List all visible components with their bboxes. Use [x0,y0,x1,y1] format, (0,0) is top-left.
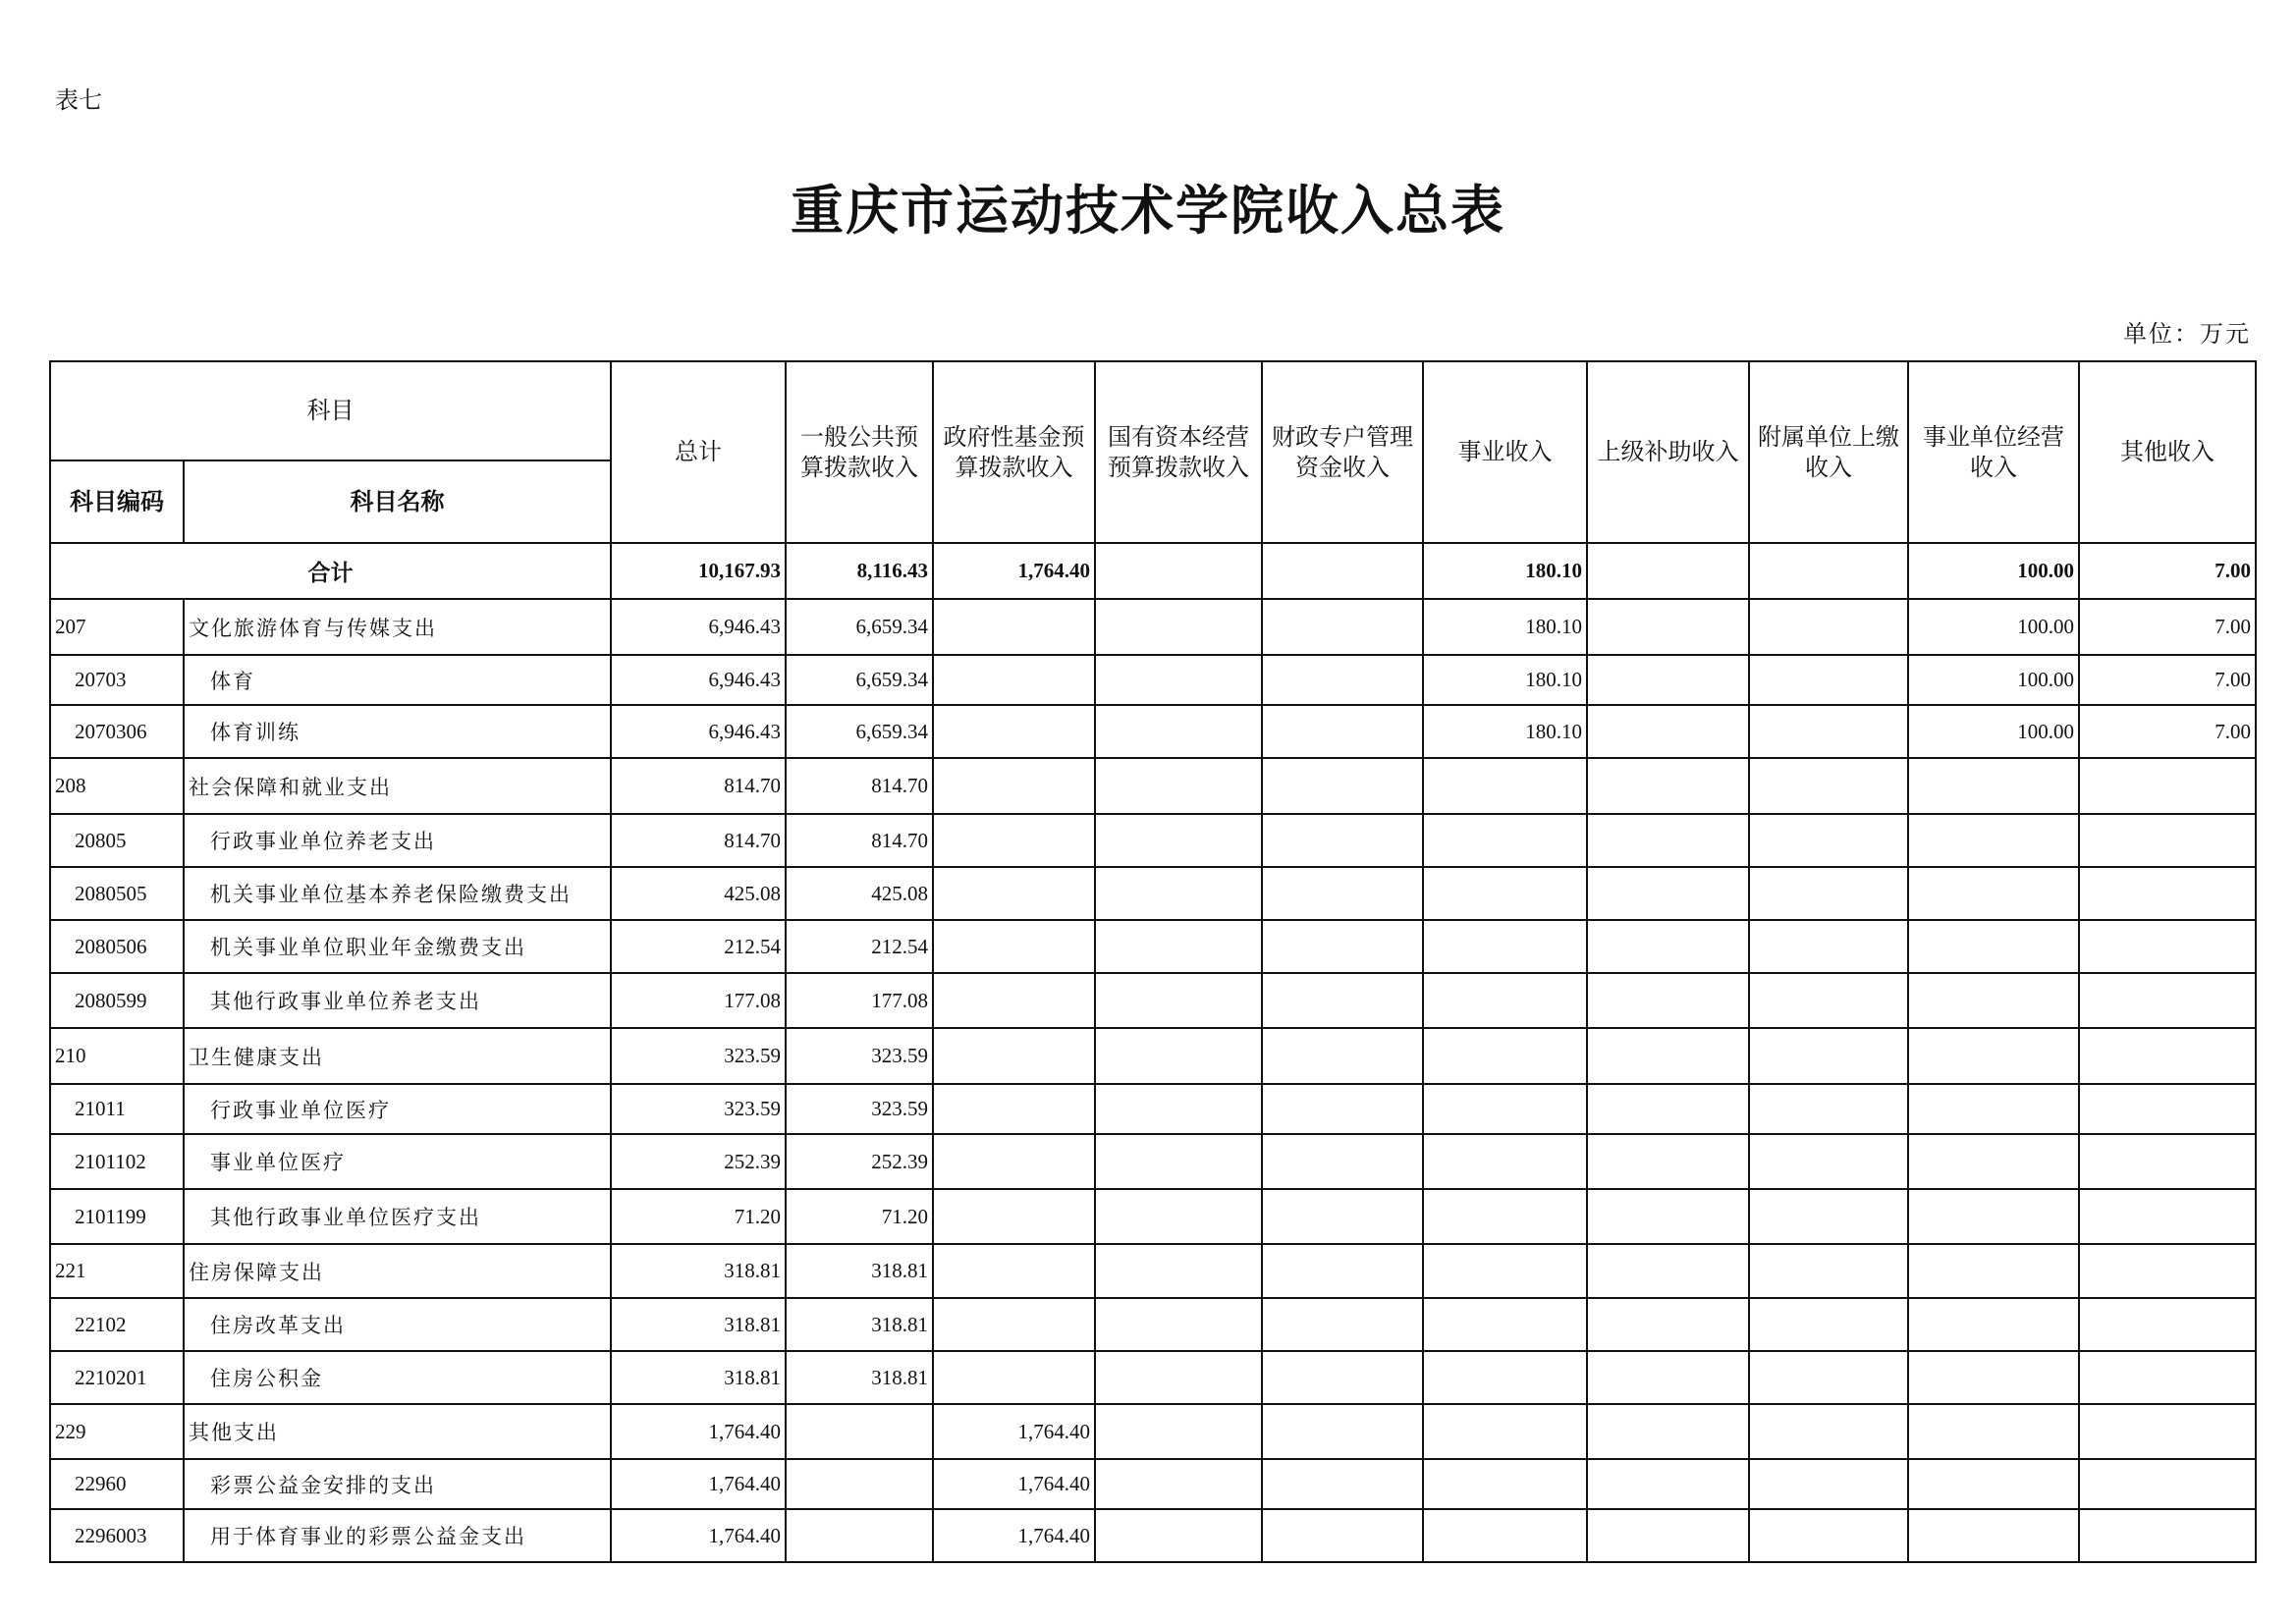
value-cell [2079,1351,2256,1404]
value-cell: 1,764.40 [611,1509,786,1562]
subject-code-cell: 2296003 [50,1509,184,1562]
total-value-cell: 180.10 [1423,543,1587,599]
value-cell [1749,973,1908,1028]
subject-name-cell: 住房公积金 [184,1351,611,1404]
value-cell [1262,1509,1423,1562]
value-cell [1587,1351,1749,1404]
value-cell [2079,758,2256,814]
value-cell [1908,973,2079,1028]
column-header-affiliate-remittance: 附属单位上缴收入 [1749,361,1908,543]
unit-label: 单位：万元 [2123,320,2251,348]
value-cell [1423,814,1587,867]
value-cell [1587,1084,1749,1134]
value-cell [1262,1189,1423,1244]
subject-name-cell: 机关事业单位基本养老保险缴费支出 [184,867,611,920]
value-cell [1908,1084,2079,1134]
value-cell [1749,758,1908,814]
value-cell [1095,1351,1262,1404]
value-cell [1095,814,1262,867]
value-cell [1749,1084,1908,1134]
subject-code-cell: 21011 [50,1084,184,1134]
subject-name-cell: 住房改革支出 [184,1298,611,1351]
value-cell: 318.81 [786,1351,933,1404]
value-cell [1749,1459,1908,1509]
subject-code-cell: 20805 [50,814,184,867]
value-cell [933,599,1095,655]
value-cell [1587,758,1749,814]
subject-name-cell: 其他支出 [184,1404,611,1459]
subject-group-header: 科目 [50,361,611,460]
value-cell [933,1189,1095,1244]
subject-name-cell: 卫生健康支出 [184,1028,611,1084]
value-cell [1095,1404,1262,1459]
value-cell [1262,758,1423,814]
value-cell [1095,1298,1262,1351]
column-header-superior-subsidy: 上级补助收入 [1587,361,1749,543]
value-cell [933,1298,1095,1351]
value-cell [1262,599,1423,655]
value-cell [1095,1189,1262,1244]
subject-code-cell: 22102 [50,1298,184,1351]
value-cell [2079,973,2256,1028]
value-cell [2079,867,2256,920]
value-cell [2079,1404,2256,1459]
subject-name-cell: 用于体育事业的彩票公益金支出 [184,1509,611,1562]
value-cell: 323.59 [611,1028,786,1084]
value-cell: 425.08 [611,867,786,920]
column-header-business-income: 事业收入 [1423,361,1587,543]
subject-code-cell: 2101199 [50,1189,184,1244]
value-cell [1095,1509,1262,1562]
value-cell [1908,1028,2079,1084]
value-cell: 318.81 [611,1298,786,1351]
subject-code-cell: 2080505 [50,867,184,920]
value-cell: 814.70 [611,758,786,814]
value-cell: 1,764.40 [611,1404,786,1459]
total-value-cell [1749,543,1908,599]
value-cell [1587,1459,1749,1509]
value-cell [933,920,1095,973]
table-row [50,1351,2256,1404]
value-cell [1587,1028,1749,1084]
table-row [50,1084,2256,1134]
page-title: 重庆市运动技术学院收入总表 [791,179,1505,242]
total-value-cell: 8,116.43 [786,543,933,599]
value-cell [1587,655,1749,705]
value-cell [1908,867,2079,920]
total-value-cell [1587,543,1749,599]
value-cell [1262,655,1423,705]
value-cell: 7.00 [2079,705,2256,758]
value-cell [1749,920,1908,973]
subject-name-cell: 行政事业单位医疗 [184,1084,611,1134]
value-cell [1587,814,1749,867]
value-cell [2079,1189,2256,1244]
subject-name-header: 科目名称 [184,460,611,543]
subject-name-cell: 住房保障支出 [184,1244,611,1298]
value-cell [1908,1459,2079,1509]
value-cell [1262,1459,1423,1509]
value-cell [1908,814,2079,867]
value-cell [1095,655,1262,705]
value-cell [1749,705,1908,758]
value-cell [1587,867,1749,920]
table-row [50,1509,2256,1562]
value-cell [2079,814,2256,867]
value-cell [786,1404,933,1459]
value-cell [2079,1134,2256,1189]
value-cell [1423,1084,1587,1134]
value-cell: 212.54 [611,920,786,973]
value-cell: 6,659.34 [786,599,933,655]
value-cell [1262,1084,1423,1134]
subject-code-cell: 221 [50,1244,184,1298]
column-header-general-budget: 一般公共预算拨款收入 [786,361,933,543]
subject-code-cell: 229 [50,1404,184,1459]
value-cell: 212.54 [786,920,933,973]
value-cell [1423,973,1587,1028]
value-cell [1423,1351,1587,1404]
value-cell: 814.70 [611,814,786,867]
value-cell: 71.20 [786,1189,933,1244]
value-cell: 6,946.43 [611,599,786,655]
value-cell [786,1509,933,1562]
value-cell: 6,946.43 [611,655,786,705]
value-cell [1749,655,1908,705]
value-cell: 71.20 [611,1189,786,1244]
value-cell [1749,1404,1908,1459]
value-cell [1095,1459,1262,1509]
value-cell [1262,1298,1423,1351]
value-cell [1262,973,1423,1028]
value-cell [933,1351,1095,1404]
subject-code-cell: 20703 [50,655,184,705]
value-cell [933,973,1095,1028]
column-header-operating-income: 事业单位经营收入 [1908,361,2079,543]
value-cell: 1,764.40 [933,1459,1095,1509]
value-cell [1262,920,1423,973]
table-label: 表七 [55,86,102,114]
total-row [50,543,2256,599]
value-cell [1587,599,1749,655]
subject-code-cell: 207 [50,599,184,655]
value-cell [1749,1134,1908,1189]
total-value-cell [1262,543,1423,599]
value-cell [1095,1028,1262,1084]
value-cell [1587,705,1749,758]
value-cell: 425.08 [786,867,933,920]
value-cell [1749,1509,1908,1562]
value-cell [1587,1509,1749,1562]
column-header-total: 总计 [611,361,786,543]
table-row [50,814,2256,867]
table-row [50,973,2256,1028]
value-cell [1908,1189,2079,1244]
value-cell [1095,1244,1262,1298]
value-cell: 6,659.34 [786,705,933,758]
value-cell: 100.00 [1908,655,2079,705]
value-cell [1749,1028,1908,1084]
value-cell [2079,1298,2256,1351]
column-header-state-capital: 国有资本经营预算拨款收入 [1095,361,1262,543]
value-cell: 318.81 [611,1351,786,1404]
value-cell [2079,1028,2256,1084]
column-header-special-account: 财政专户管理资金收入 [1262,361,1423,543]
total-value-cell: 7.00 [2079,543,2256,599]
table-row [50,655,2256,705]
value-cell [2079,1509,2256,1562]
table-row [50,920,2256,973]
value-cell [1587,1298,1749,1351]
value-cell: 814.70 [786,758,933,814]
value-cell [1423,1244,1587,1298]
value-cell [1908,758,2079,814]
table-row [50,1244,2256,1298]
value-cell [1095,758,1262,814]
value-cell: 100.00 [1908,705,2079,758]
table-row [50,599,2256,655]
subject-code-cell: 2080506 [50,920,184,973]
value-cell: 7.00 [2079,655,2256,705]
value-cell: 252.39 [611,1134,786,1189]
subject-code-cell: 208 [50,758,184,814]
value-cell [1749,1351,1908,1404]
value-cell [1908,1134,2079,1189]
subject-name-cell: 事业单位医疗 [184,1134,611,1189]
value-cell: 814.70 [786,814,933,867]
value-cell [1262,1134,1423,1189]
subject-code-header: 科目编码 [50,460,184,543]
income-summary-table [49,360,2257,1563]
value-cell [1095,705,1262,758]
value-cell [1587,1244,1749,1298]
table-row [50,758,2256,814]
value-cell: 1,764.40 [933,1509,1095,1562]
value-cell: 318.81 [786,1298,933,1351]
subject-name-cell: 行政事业单位养老支出 [184,814,611,867]
subject-name-cell: 体育训练 [184,705,611,758]
value-cell: 180.10 [1423,599,1587,655]
table-row [50,1459,2256,1509]
total-label: 合计 [50,543,611,599]
value-cell [1423,867,1587,920]
table-row [50,1134,2256,1189]
value-cell [1095,867,1262,920]
value-cell [1095,973,1262,1028]
value-cell [1749,867,1908,920]
value-cell [1423,1134,1587,1189]
value-cell [1423,1028,1587,1084]
value-cell [1749,1244,1908,1298]
total-value-cell [1095,543,1262,599]
column-header-other-income: 其他收入 [2079,361,2256,543]
total-value-cell: 10,167.93 [611,543,786,599]
subject-code-cell: 2070306 [50,705,184,758]
value-cell [1908,1244,2079,1298]
value-cell [1587,973,1749,1028]
value-cell [1587,1134,1749,1189]
subject-code-cell: 2080599 [50,973,184,1028]
value-cell [1423,1404,1587,1459]
value-cell [1095,1084,1262,1134]
value-cell [2079,920,2256,973]
value-cell [1749,814,1908,867]
table-row [50,705,2256,758]
value-cell [1749,1189,1908,1244]
value-cell [1423,920,1587,973]
value-cell: 177.08 [786,973,933,1028]
value-cell [1262,1404,1423,1459]
subject-code-cell: 2101102 [50,1134,184,1189]
value-cell [1262,1028,1423,1084]
value-cell [2079,1244,2256,1298]
value-cell: 1,764.40 [611,1459,786,1509]
value-cell [1095,920,1262,973]
subject-name-cell: 体育 [184,655,611,705]
value-cell: 6,946.43 [611,705,786,758]
value-cell: 180.10 [1423,705,1587,758]
value-cell [933,1134,1095,1189]
subject-name-cell: 其他行政事业单位医疗支出 [184,1189,611,1244]
value-cell: 323.59 [786,1028,933,1084]
subject-code-cell: 22960 [50,1459,184,1509]
value-cell [1908,1351,2079,1404]
value-cell: 177.08 [611,973,786,1028]
value-cell [933,867,1095,920]
value-cell [1587,1404,1749,1459]
total-value-cell: 1,764.40 [933,543,1095,599]
value-cell: 1,764.40 [933,1404,1095,1459]
value-cell: 318.81 [611,1244,786,1298]
value-cell: 7.00 [2079,599,2256,655]
value-cell [786,1459,933,1509]
value-cell [1423,758,1587,814]
subject-name-cell: 社会保障和就业支出 [184,758,611,814]
value-cell [1908,1298,2079,1351]
value-cell [1262,867,1423,920]
value-cell [1587,1189,1749,1244]
value-cell [933,655,1095,705]
value-cell [1749,599,1908,655]
value-cell [1908,920,2079,973]
table-body [50,543,2256,1562]
value-cell [933,1028,1095,1084]
subject-code-cell: 210 [50,1028,184,1084]
value-cell [1908,1509,2079,1562]
value-cell: 323.59 [786,1084,933,1134]
value-cell [2079,1084,2256,1134]
value-cell [1749,1298,1908,1351]
table-row [50,1189,2256,1244]
value-cell [1262,705,1423,758]
value-cell: 323.59 [611,1084,786,1134]
value-cell [933,705,1095,758]
value-cell [1423,1459,1587,1509]
table-row [50,1028,2256,1084]
column-header-gov-fund: 政府性基金预算拨款收入 [933,361,1095,543]
value-cell: 100.00 [1908,599,2079,655]
total-value-cell: 100.00 [1908,543,2079,599]
value-cell [1262,814,1423,867]
value-cell [1908,1404,2079,1459]
value-cell [1262,1351,1423,1404]
value-cell: 252.39 [786,1134,933,1189]
table-row [50,1404,2256,1459]
value-cell [933,1244,1095,1298]
value-cell [2079,1459,2256,1509]
value-cell [1423,1189,1587,1244]
table-row [50,1298,2256,1351]
value-cell [933,758,1095,814]
subject-name-cell: 机关事业单位职业年金缴费支出 [184,920,611,973]
subject-name-cell: 文化旅游体育与传媒支出 [184,599,611,655]
value-cell: 180.10 [1423,655,1587,705]
value-cell [1095,1134,1262,1189]
value-cell [1262,1244,1423,1298]
subject-code-cell: 2210201 [50,1351,184,1404]
value-cell: 6,659.34 [786,655,933,705]
value-cell [933,814,1095,867]
value-cell [1423,1298,1587,1351]
value-cell [933,1084,1095,1134]
value-cell [1095,599,1262,655]
subject-name-cell: 彩票公益金安排的支出 [184,1459,611,1509]
value-cell [1587,920,1749,973]
subject-name-cell: 其他行政事业单位养老支出 [184,973,611,1028]
value-cell: 318.81 [786,1244,933,1298]
table-row [50,867,2256,920]
value-cell [1423,1509,1587,1562]
